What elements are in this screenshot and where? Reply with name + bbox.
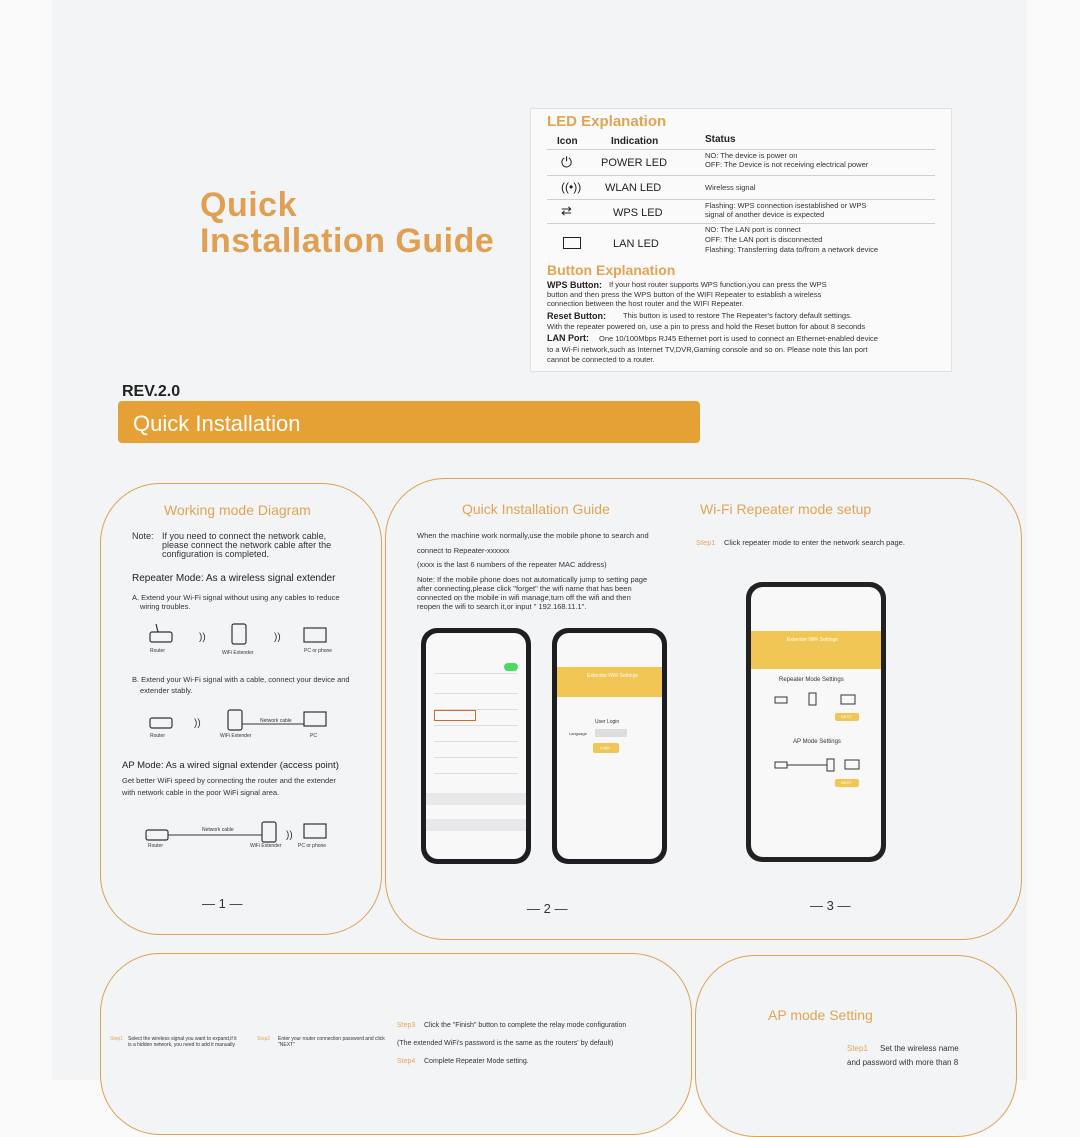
- led-col-indication: Indication: [611, 136, 659, 147]
- lan-port-l2: to a Wi-Fi network,such as Internet TV,DVR,Gaming console and so on. Please note this lan port: [547, 345, 868, 354]
- led-explanation-card: [530, 108, 952, 372]
- phone-wifi-screen: [426, 633, 526, 859]
- lan-port-label: LAN Port:: [547, 333, 589, 343]
- router-icon: [150, 632, 172, 642]
- repeater-next-label: NEXT: [841, 714, 852, 719]
- p1-title: Working mode Diagram: [164, 502, 311, 518]
- p3-step1-label: Step1: [696, 538, 716, 547]
- repeater-mode-diagram: [773, 691, 863, 709]
- p1-b2: extender stably.: [140, 686, 193, 695]
- wps-icon: ⇄: [561, 203, 572, 218]
- p1-router-label-ap: Router: [148, 843, 164, 849]
- p3-ext-title: Extender WiFi Settings: [787, 637, 838, 643]
- led-wps-s2: signal of another device is expected: [705, 210, 825, 219]
- ap-mode-diagram: [773, 757, 865, 773]
- p3-step1-text: Click repeater mode to enter the network search page.: [724, 538, 905, 547]
- p1-router-label-a: Router: [150, 648, 166, 654]
- p1-ap-mode: AP Mode: As a wired signal extender (access point): [122, 760, 339, 771]
- p1-extender-label-a: WiFi Extender: [222, 650, 254, 656]
- lan-port-l3: cannot be connected to a router.: [547, 355, 655, 364]
- p5-title: AP mode Setting: [768, 1007, 873, 1023]
- p3-title: Wi-Fi Repeater mode setup: [700, 501, 872, 517]
- led-wps-s1: Flashing: WPS connection isestablished or WPS: [705, 201, 867, 210]
- button-heading: Button Explanation: [547, 262, 676, 278]
- svg-text:)): )): [194, 718, 201, 729]
- p1-note1: If you need to connect the network cable,: [162, 531, 327, 541]
- led-lan-s1: NO: The LAN port is connect: [705, 225, 801, 234]
- p4-step2-text: Enter your router connection password and click "NEXT": [278, 1036, 385, 1048]
- led-power-s2: OFF: The Device is not receiving electrical power: [705, 160, 869, 169]
- p2-l3: (xxxx is the last 6 numbers of the repeater MAC address): [417, 560, 607, 569]
- p1-ap1: Get better WiFi speed by connecting the router and the extender: [122, 776, 336, 785]
- led-wps-label: WPS LED: [613, 207, 663, 219]
- revision-label: REV.2.0: [122, 383, 181, 400]
- p1-a2: wiring troubles.: [140, 602, 191, 611]
- cover-title-line2: Installation Guide: [200, 222, 495, 260]
- p1-extender-label-ap: WiFi Extender: [250, 843, 282, 849]
- p4-step3-text: Click the "Finish" button to complete the relay mode configuration: [424, 1022, 627, 1029]
- p2-n3: connected on the mobile in wifi manage,turn off the wifi and then: [417, 593, 631, 602]
- p1-cable-label-ap: Network cable: [202, 827, 234, 833]
- p5-step1-text2: and password with more than 8: [847, 1058, 959, 1067]
- router-icon: [146, 830, 168, 840]
- p5-step1-label: Step1: [847, 1044, 868, 1053]
- led-lan-s3: Flashing: Transferring data to/from a network device: [705, 245, 878, 254]
- p2-page-number: — 2 —: [527, 901, 568, 916]
- pc-icon: [304, 628, 326, 642]
- led-lan-label: LAN LED: [613, 238, 659, 250]
- p1-repeater-mode: Repeater Mode: As a wireless signal extender: [132, 573, 336, 584]
- led-power-s1: NO: The device is power on: [705, 151, 798, 160]
- svg-text:)): )): [199, 632, 206, 643]
- p3-page-number: — 3 —: [810, 898, 851, 913]
- repeater-next-button[interactable]: [835, 713, 859, 721]
- led-heading: LED Explanation: [547, 113, 667, 130]
- p1-b1: B. Extend your Wi-Fi signal with a cable, connect your device and: [132, 675, 350, 684]
- p4-step4-label: Step4: [397, 1058, 416, 1065]
- pc-icon: [304, 712, 326, 726]
- p2-title: Quick Installation Guide: [462, 501, 610, 517]
- wps-button-l1: If your host router supports WPS function,you can press the WPS: [609, 280, 827, 289]
- p3-ap-title: AP Mode Settings: [793, 739, 841, 745]
- p1-note-label: Note:: [132, 531, 154, 541]
- p4-step2-label: Step2: [257, 1036, 271, 1042]
- p1-pc-label-ap: PC or phone: [298, 843, 327, 849]
- led-wlan-label: WLAN LED: [605, 182, 662, 194]
- power-icon: ⏻: [561, 154, 573, 170]
- p1-extender-label-b: WiFi Extender: [220, 733, 252, 739]
- banner-text: Quick Installation: [133, 411, 301, 436]
- p1-page-number: — 1 —: [202, 896, 243, 911]
- p1-router-label-b: Router: [150, 733, 166, 739]
- p3-rep-title: Repeater Mode Settings: [779, 677, 844, 683]
- p4-step1-text: Select the wireless signal you want to expand,if it is a hidden network, you need to add it manually: [128, 1036, 237, 1048]
- highlighted-network[interactable]: [434, 710, 476, 721]
- led-power-label: POWER LED: [601, 157, 668, 169]
- p4-step3-note: (The extended WiFi's password is the same as the routers' by default): [397, 1040, 614, 1047]
- p2-n2: after connecting,please click "forget" the wifi name that has been: [417, 584, 632, 593]
- led-col-status: Status: [705, 134, 736, 145]
- wlan-icon: ((•)): [561, 180, 582, 194]
- p2-l1: When the machine work normally,use the mobile phone to search and: [417, 531, 649, 540]
- led-lan-s2: OFF: The LAN port is disconnected: [705, 235, 823, 244]
- extender-header: [557, 667, 662, 697]
- pc-icon: [304, 824, 326, 838]
- p1-cable-label-b: Network cable: [260, 718, 292, 724]
- p2-login-title: User Login: [595, 719, 620, 725]
- cover-title-line1: Quick: [200, 186, 297, 224]
- extender-icon: [232, 624, 246, 644]
- wlan-toggle[interactable]: [504, 663, 518, 671]
- p1-a1: A. Extend your Wi-Fi signal without using any cables to reduce: [132, 593, 340, 602]
- p4-step1-label: Step1: [110, 1036, 124, 1042]
- p5-step1-text: Set the wireless name: [880, 1044, 959, 1053]
- phone-wifi-list: [421, 628, 531, 864]
- svg-text:)): )): [286, 830, 293, 841]
- p1-pc-label-a: PC or phone: [304, 648, 333, 654]
- wps-button-l3: connection between the host router and the WIFI Repeater.: [547, 299, 744, 308]
- p1-pc2-label: PC: [310, 733, 317, 739]
- p1-ap2: with network cable in the poor WiFi signal area.: [122, 788, 280, 797]
- ap-next-button[interactable]: [835, 779, 859, 787]
- phone-repeater-mode: [746, 582, 886, 862]
- p1-note3: configuration is completed.: [162, 549, 270, 559]
- reset-button-label: Reset Button:: [547, 311, 606, 321]
- reset-button-l2: With the repeater powered on, use a pin to press and hold the Reset button for about 8 seconds: [547, 322, 866, 331]
- svg-text:)): )): [274, 632, 281, 643]
- led-wlan-s1: Wireless signal: [705, 183, 756, 192]
- phone-login: [552, 628, 667, 864]
- p2-n4: reopen the wifi to search it,or input " 192.168.11.1".: [417, 602, 587, 611]
- quick-installation-banner: [118, 401, 700, 443]
- login-button[interactable]: [593, 743, 619, 753]
- phone-repeater-screen: [751, 587, 881, 857]
- p2-n1: Note: If the mobile phone does not automatically jump to setting page: [417, 575, 648, 584]
- led-col-icon: Icon: [557, 136, 578, 147]
- p4-step4-text: Complete Repeater Mode setting.: [424, 1058, 529, 1065]
- ap-next-label: NEXT: [841, 780, 852, 785]
- router-icon: [150, 718, 172, 728]
- lan-icon: [563, 237, 581, 249]
- extender-icon: [228, 710, 242, 730]
- wps-button-l2: button and then press the WPS button of the WIFI Repeater to establish a wireless: [547, 290, 822, 299]
- p2-lang-label: Language: [569, 731, 587, 736]
- reset-button-l1: This button is used to restore The Repeater's factory default settings.: [623, 311, 852, 320]
- p1-note2: please connect the network cable after the: [162, 540, 332, 550]
- phone-login-screen: [557, 633, 662, 859]
- language-select[interactable]: [595, 729, 627, 737]
- extender-icon: [262, 822, 276, 842]
- login-button-label: Login: [600, 745, 610, 750]
- p2-l2: connect to Repeater-xxxxxx: [417, 546, 510, 555]
- wps-button-label: WPS Button:: [547, 280, 602, 290]
- lan-port-l1: One 10/100Mbps RJ45 Ethernet port is used to connect an Ethernet-enabled device: [599, 334, 878, 343]
- p4-step3-label: Step3: [397, 1022, 416, 1029]
- p2-ext-title: Extender WiFi Settings: [587, 673, 638, 679]
